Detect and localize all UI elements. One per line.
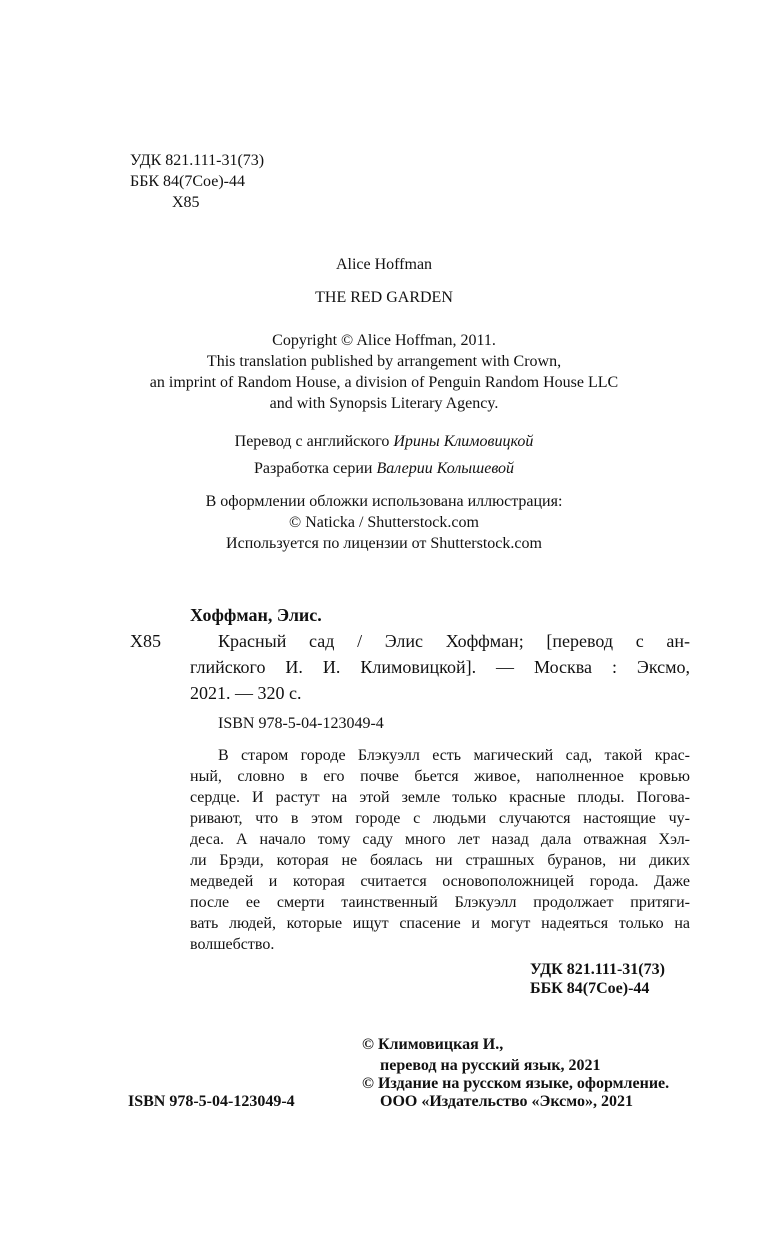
card-udk-code: УДК 821.111-31(73) <box>530 961 665 978</box>
translator-prefix: Перевод с английского <box>234 433 390 450</box>
copyright-line: an imprint of Random House, a division of Penguin Random House LLC <box>149 374 619 391</box>
catalog-description-line: 2021. — 320 с. <box>190 683 302 703</box>
footer-copyright-line: © Климовицкая И., <box>362 1036 504 1053</box>
copyright-line: Copyright © Alice Hoffman, 2011. <box>272 332 496 349</box>
catalog-description-line: глийского И. И. Климовицкой]. — Москва : Эксмо, <box>190 657 690 677</box>
bbk-code: ББК 84(7Сое)-44 <box>130 173 245 190</box>
catalog-heading: Хоффман, Элис. <box>190 605 322 625</box>
annotation-line: ли Брэди, которая не боялась ни страшных буранов, ни диких <box>190 852 690 869</box>
translator-credit <box>0 431 768 452</box>
copyright-line: and with Synopsis Literary Agency. <box>269 395 499 412</box>
series-credit <box>0 458 768 479</box>
author-mark: Х85 <box>172 194 200 211</box>
catalog-description-line: Красный сад / Элис Хоффман; [перевод с ан- <box>218 631 690 651</box>
footer-copyright-line: перевод на русский язык, 2021 <box>380 1057 601 1074</box>
card-bbk-code: ББК 84(7Сое)-44 <box>530 980 650 997</box>
series-prefix: Разработка серии <box>253 460 373 477</box>
cover-notice-line: Используется по лицензии от Shutterstock.com <box>226 535 542 552</box>
annotation-line: деса. А начало тому саду много лет назад дала отважная Хэл- <box>190 831 690 848</box>
cover-notice-line: © Naticka / Shutterstock.com <box>289 514 479 531</box>
annotation-line: сердце. И растут на этой земле только красные плоды. Погова- <box>190 789 690 806</box>
original-author: Alice Hoffman <box>335 256 433 273</box>
footer-isbn: ISBN 978-5-04-123049-4 <box>128 1093 295 1110</box>
copyright-line: This translation published by arrangement with Crown, <box>206 353 562 370</box>
annotation-line: медведей и которая считается основоположницей города. Даже <box>190 873 690 890</box>
udk-code: УДК 821.111-31(73) <box>130 152 265 169</box>
footer-copyright-line: ООО «Издательство «Эксмо», 2021 <box>380 1093 633 1110</box>
cover-notice-line: В оформлении обложки использована иллюстрация: <box>205 493 563 510</box>
series-designer-name: Валерии Колышевой <box>376 460 515 477</box>
original-title: THE RED GARDEN <box>315 289 453 306</box>
annotation-line: ный, словно в его почве бьется живое, наполненное кровью <box>190 768 690 785</box>
annotation-line: после ее смерти таинственный Блэкуэлл продолжает притяги- <box>190 894 690 911</box>
annotation-line: вать людей, которые ищут спасение и могут надеяться только на <box>190 915 690 932</box>
footer-copyright-line: © Издание на русском языке, оформление. <box>362 1075 670 1092</box>
annotation-line: В старом городе Блэкуэлл есть магический сад, такой крас- <box>218 747 690 764</box>
catalog-mark: Х85 <box>130 631 161 651</box>
translator-name: Ирины Климовицкой <box>393 433 534 450</box>
catalog-isbn: ISBN 978-5-04-123049-4 <box>218 715 384 732</box>
annotation-line: ривают, что в этом городе с людьми случаются настоящие чу- <box>190 810 690 827</box>
annotation-line: волшебство. <box>190 936 275 953</box>
